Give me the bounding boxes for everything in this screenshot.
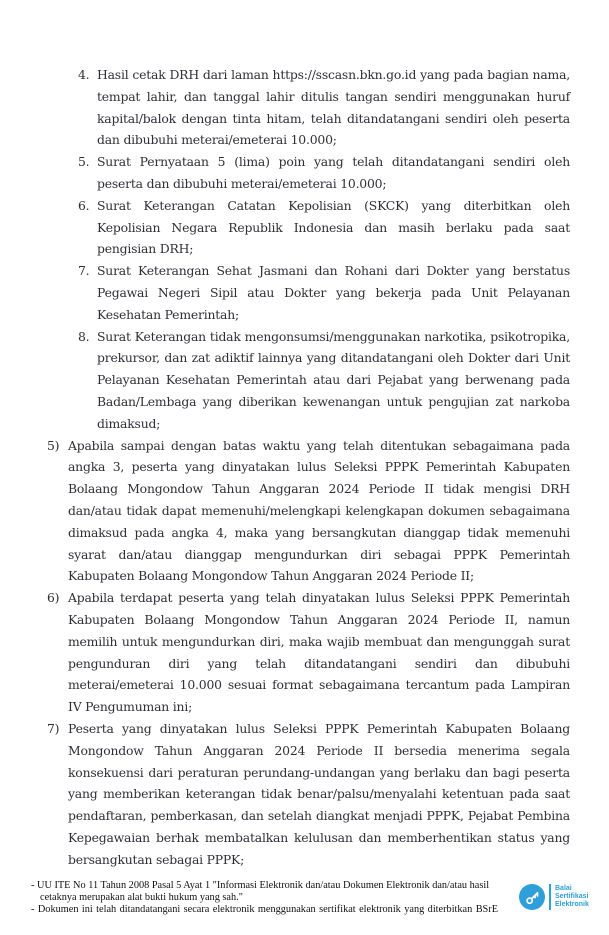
list-item (47, 64, 570, 151)
list-item-number: 5) (47, 437, 60, 453)
list-item-text: Hasil cetak DRH dari laman https://sscasn.bkn.go.id yang pada bagian nama, tempat lahir, dan tanggal lahir ditulis tangan sendiri menggunakan huruf kapital/balok dengan tinta hitam, telah ditandatangani sendiri oleh peserta dan dibubuhi meterai/emeterai 10.000; (97, 67, 570, 148)
logo-divider (549, 884, 551, 910)
list-item (47, 587, 570, 718)
list-item-number: 7. (78, 263, 90, 279)
footnote-signature (31, 904, 498, 916)
footnote-text: Dokumen ini telah ditandatangani secara elektronik menggunakan sertifikat elektronik yang diterbitkan BSrE (37, 903, 499, 915)
list-item (47, 435, 570, 588)
footnote-marker: - (31, 903, 35, 915)
footnote-legal (31, 880, 498, 904)
list-item (47, 718, 570, 871)
list-item-text: Surat Keterangan Sehat Jasmani dan Rohani dari Dokter yang berstatus Pegawai Negeri Sipil atau Dokter yang bekerja pada Unit Pelayanan Kesehatan Pemerintah; (97, 263, 570, 322)
list-item (47, 326, 570, 435)
list-item-text: Surat Keterangan Catatan Kepolisian (SKCK) yang diterbitkan oleh Kepolisian Negara Republik Indonesia dan masih berlaku pada saat pengisian DRH; (97, 197, 570, 257)
list-item-number: 4. (78, 67, 90, 82)
list-item-number: 5. (78, 154, 90, 170)
list-item (47, 151, 570, 195)
list-item (47, 260, 570, 325)
logo-line: Balai (555, 885, 572, 893)
list-item-text: Surat Keterangan tidak mengonsumsi/menggunakan narkotika, psikotropika, prekursor, dan zat adiktif lainnya yang ditandatangani oleh Dokter dari Unit Pelayanan Kesehatan Pemerintah atau dari Pejabat yang berwenang pada Badan/Lembaga yang diberikan kewenangan untuk pengujian zat narkoba dimaksud; (97, 328, 570, 431)
list-item-number: 7) (47, 720, 60, 736)
logo-line: Sertifikasi (555, 893, 589, 901)
logo-line: Elektronik (555, 900, 589, 908)
footnote-marker: - (31, 880, 35, 891)
list-item-number: 8. (78, 328, 90, 344)
key-icon (519, 884, 545, 910)
footer-notes (31, 880, 498, 916)
list-item-text: Apabila terdapat peserta yang telah dinyatakan lulus Seleksi PPPK Pemerintah Kabupaten Bolaang Mongondow Tahun Anggaran 2024 Periode II, namun memilih untuk mengundurkan diri, maka wajib membuat dan mengunggah surat pengunduran diri yang telah ditandatangani sendiri dan dibubuhi meterai/emeterai 10.000 sesuai format sebagaimana tercantum pada Lampiran IV Pengumuman ini; (68, 590, 570, 715)
list-item-text: Peserta yang dinyatakan lulus Seleksi PPPK Pemerintah Kabupaten Bolaang Mongondow Tahun Anggaran 2024 Periode II bersedia menerima segala konsekuensi dari peraturan perundang-undangan yang berlaku dan bagi peserta yang memberikan keterangan tidak benar/palsu/menyalahi ketentuan pada saat pendaftaran, pemberkasan, dan setelah diangkat menjadi PPPK, Pejabat Pembina Kepegawaian berhak membatalkan kelulusan dan memberhentikan status yang bersangkutan sebagai PPPK; (68, 720, 570, 867)
logo-wordmark (555, 885, 589, 908)
list-item-text: Surat Pernyataan 5 (lima) poin yang telah ditandatangani sendiri oleh peserta dan dibubuhi meterai/emeterai 10.000; (97, 154, 570, 191)
list-item-number: 6) (47, 590, 60, 606)
list-item-text: Apabila sampai dengan batas waktu yang telah ditentukan sebagaimana pada angka 3, peserta yang dinyatakan lulus Seleksi PPPK Pemerintah Kabupaten Bolaang Mongondow Tahun Anggaran 2024 Periode II tidak mengisi DRH dan/atau tidak dapat memenuhi/melengkapi kelengkapan dokumen sebagaimana dimaksud pada angka 4, maka yang bersangkutan dianggap tidak memenuhi syarat dan/atau dianggap mengundurkan diri sebagai PPPK Pemerintah Kabupaten Bolaang Mongondow Tahun Anggaran 2024 Periode II; (68, 437, 570, 584)
footnote-text: UU ITE No 11 Tahun 2008 Pasal 5 Ayat 1 "Informasi Elektronik dan/atau Dokumen Elektronik dan/atau hasil cetaknya merupakan alat bukti hukum yang sah." (37, 880, 490, 903)
bsre-logo (519, 884, 589, 910)
list-item-number: 6. (78, 197, 90, 213)
document-body (47, 64, 570, 870)
list-item (47, 195, 570, 260)
